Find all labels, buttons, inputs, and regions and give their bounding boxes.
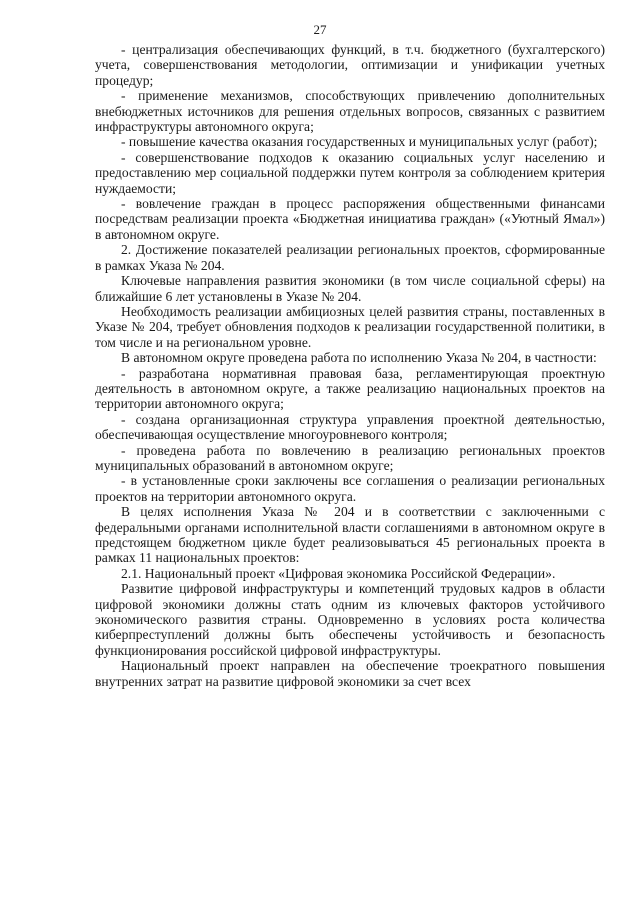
- paragraph: Развитие цифровой инфраструктуры и компетенций трудовых кадров в области цифровой экономики должны стать одним из ключевых факторов устойчивого экономического развития страны. Одновременно в условиях роста количества киберпреступлений должны быть обеспечены устойчивость и безопасность функционирования российской цифровой инфраструктуры.: [95, 581, 605, 658]
- paragraph: - разработана нормативная правовая база, регламентирующая проектную деятельность в автономном округе, а также реализацию национальных проектов на территории автономного округа;: [95, 365, 605, 412]
- paragraph: - создана организационная структура управления проектной деятельностью, обеспечивающая осуществление многоуровневого контроля;: [95, 411, 605, 443]
- paragraph: - повышение качества оказания государственных и муниципальных услуг (работ);: [121, 134, 598, 150]
- paragraph: - централизация обеспечивающих функций, в т.ч. бюджетного (бухгалтерского) учета, совершенствования методологии, оптимизации и унификации учетных процедур;: [95, 42, 605, 88]
- paragraph: - совершенствование подходов к оказанию социальных услуг населению и предоставлению мер социальной поддержки путем контроля за соблюдением критерия нуждаемости;: [95, 149, 605, 196]
- paragraph: 2.1. Национальный проект «Цифровая экономика Российской Федерации».: [121, 565, 556, 581]
- paragraph: В автономном округе проведена работа по исполнению Указа № 204, в частности:: [121, 350, 597, 366]
- document-body: [95, 42, 605, 689]
- paragraph: Необходимость реализации амбициозных целей развития страны, поставленных в Указе № 204, требует обновления подходов к реализации государственной политики, в том числе и на региональном уровне.: [95, 303, 605, 350]
- paragraph: Национальный проект направлен на обеспечение троекратного повышения внутренних затрат на развитие цифровой экономики за счет всех: [95, 658, 605, 689]
- paragraph: - в установленные сроки заключены все соглашения о реализации региональных проектов на территории автономного округа.: [95, 473, 605, 504]
- paragraph: - применение механизмов, способствующих привлечению дополнительных внебюджетных источников для решения отдельных вопросов, связанных с развитием инфраструктуры автономного округа;: [95, 88, 605, 135]
- paragraph: В целях исполнения Указа № 204 и в соответствии с заключенными с федеральными органами исполнительной власти соглашениями в автономном округе в предстоящем бюджетном цикле будет реализовываться 45 региональных проекта в рамках 11 национальных проектов:: [95, 504, 605, 566]
- paragraph: - проведена работа по вовлечению в реализацию региональных проектов муниципальных образований в автономном округе;: [95, 442, 605, 473]
- paragraph: - вовлечение граждан в процесс распоряжения общественными финансами посредствам реализации проекта «Бюджетная инициатива граждан» («Уютный Ямал») в автономном округе.: [95, 196, 605, 242]
- page-number: 27: [313, 22, 327, 37]
- paragraph: Ключевые направления развития экономики (в том числе социальной сферы) на ближайшие 6 лет установлены в Указе № 204.: [95, 273, 605, 304]
- paragraph: 2. Достижение показателей реализации региональных проектов, сформированные в рамках Указа № 204.: [95, 242, 605, 273]
